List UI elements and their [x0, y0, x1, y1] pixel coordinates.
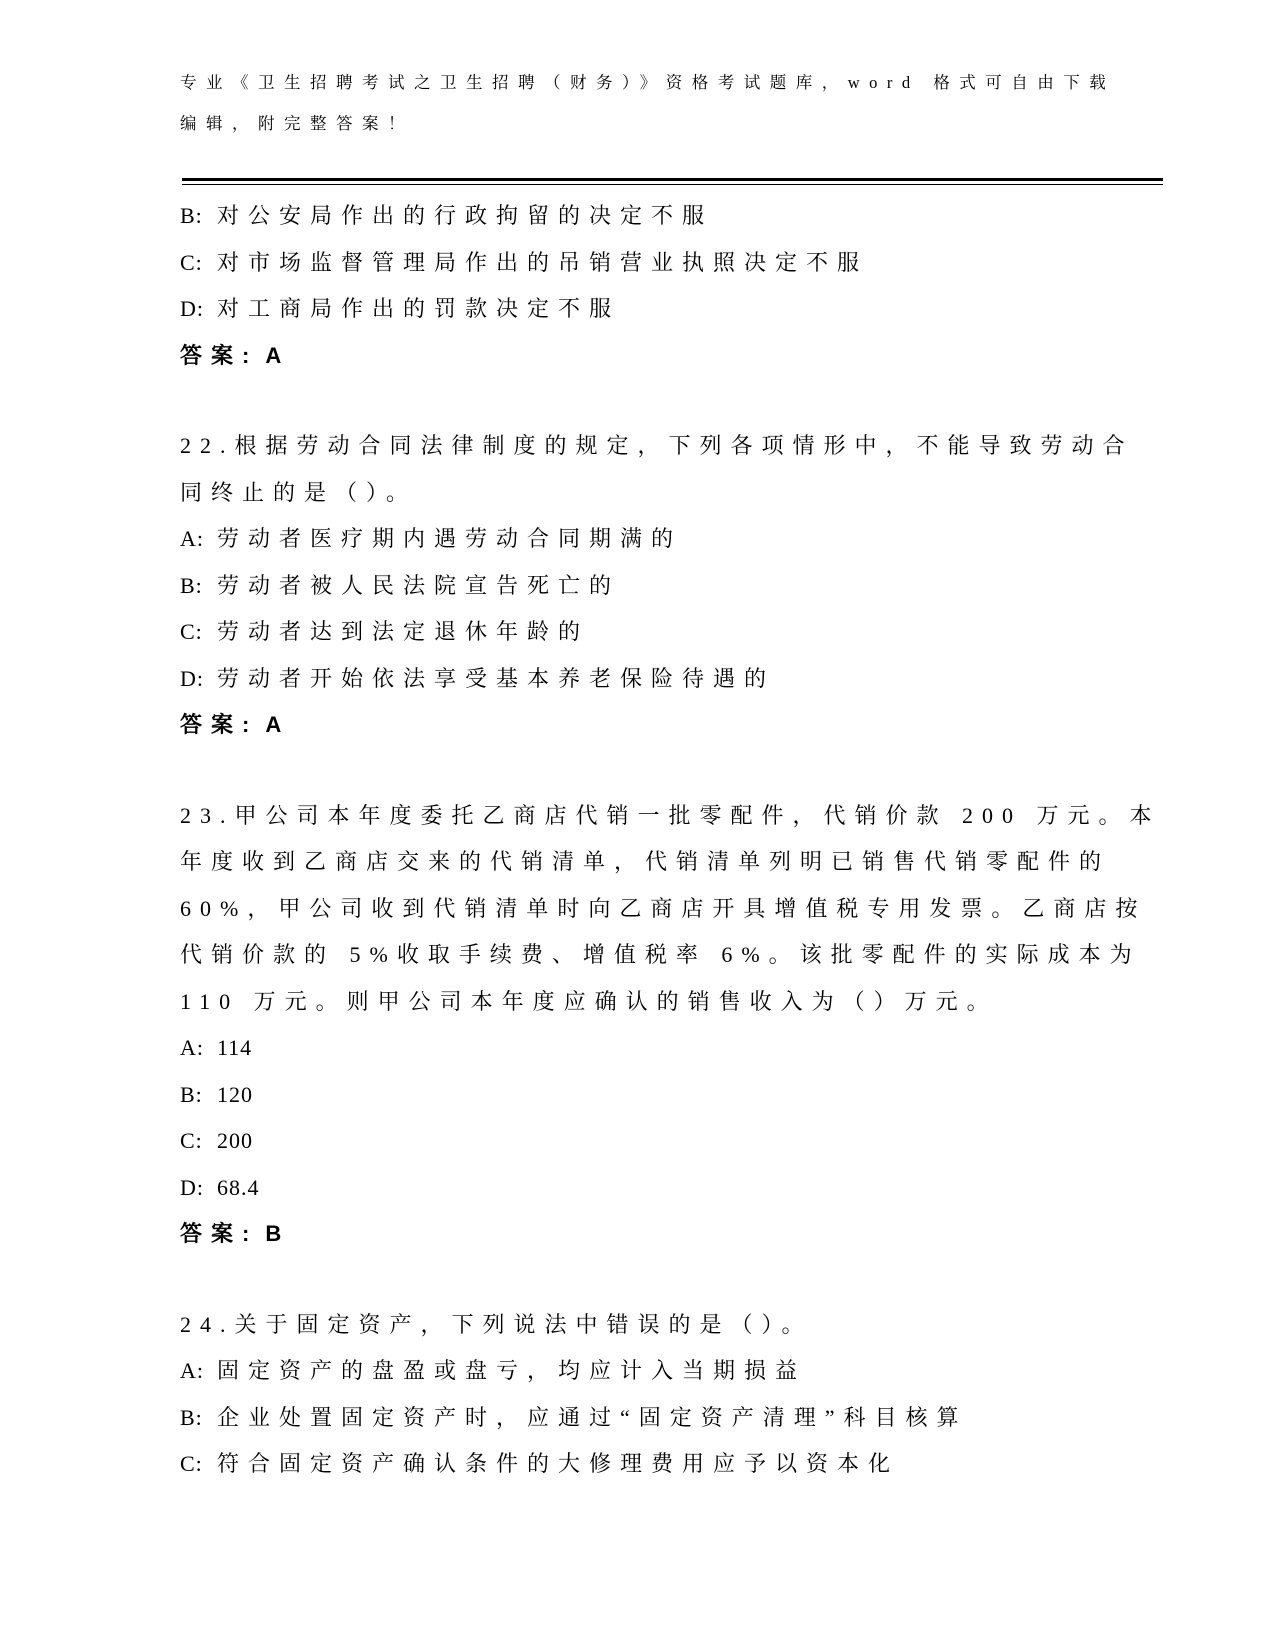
option-label: B: — [180, 203, 203, 228]
option-text: 对公安局作出的行政拘留的决定不服 — [217, 203, 714, 228]
option-label: B: — [180, 1081, 203, 1107]
answer-row — [180, 333, 1161, 380]
answer-row — [180, 1211, 1161, 1258]
option-row — [180, 1441, 1161, 1488]
document-body — [180, 193, 1161, 1488]
option-row — [180, 1118, 1161, 1165]
option-label: C: — [180, 619, 203, 644]
option-label: A: — [180, 1358, 204, 1383]
question-text-line: 代销价款的 5%收取手续费、增值税率 6%。该批零配件的实际成本为 — [180, 942, 1141, 967]
option-row — [180, 286, 1161, 333]
option-label: D: — [180, 296, 204, 321]
page-header — [180, 62, 1115, 144]
option-label: D: — [180, 1174, 204, 1200]
option-row — [180, 1348, 1161, 1395]
option-row — [180, 1072, 1161, 1119]
option-text: 劳动者医疗期内遇劳动合同期满的 — [217, 526, 683, 551]
header-line-2: 编辑，附完整答案！ — [180, 114, 414, 133]
option-text: 劳动者达到法定退休年龄的 — [217, 619, 590, 644]
option-label: C: — [180, 1451, 203, 1476]
answer-value: B — [265, 1221, 283, 1246]
option-text: 劳动者被人民法院宣告死亡的 — [217, 572, 621, 598]
answer-label: 答案: — [180, 1221, 259, 1246]
answer-label: 答案: — [180, 712, 259, 737]
question-continuation-block — [180, 193, 1161, 379]
option-row — [180, 656, 1161, 703]
option-text: 对市场监督管理局作出的吊销营业执照决定不服 — [217, 249, 869, 275]
option-label: D: — [180, 665, 204, 691]
option-text: 劳动者开始依法享受基本养老保险待遇的 — [217, 665, 776, 691]
option-text: 68.4 — [217, 1174, 260, 1200]
option-text: 企业处置固定资产时，应通过“固定资产清理”科目核算 — [217, 1404, 968, 1430]
answer-value: A — [265, 342, 283, 368]
option-row — [180, 516, 1161, 563]
answer-value: A — [265, 712, 283, 737]
option-text: 114 — [217, 1035, 253, 1060]
question-23-block — [180, 793, 1161, 1258]
option-label: A: — [180, 526, 204, 551]
option-row — [180, 240, 1161, 287]
question-text-line: 年度收到乙商店交来的代销清单，代销清单列明已销售代销零配件的 — [180, 849, 1111, 874]
option-text: 对工商局作出的罚款决定不服 — [217, 296, 621, 321]
option-row — [180, 1165, 1161, 1212]
option-label: B: — [180, 1404, 203, 1430]
option-label: C: — [180, 1128, 203, 1153]
header-divider-rule — [182, 178, 1163, 185]
question-text-line: 24.关于固定资产，下列说法中错误的是（）。 — [180, 1311, 813, 1337]
question-text-line: 22.根据劳动合同法律制度的规定，下列各项情形中，不能导致劳动合 — [180, 433, 1134, 458]
question-text-line: 同终止的是（）。 — [180, 479, 418, 505]
option-label: C: — [180, 249, 203, 275]
option-text: 符合固定资产确认条件的大修理费用应予以资本化 — [217, 1451, 900, 1476]
answer-label: 答案: — [180, 342, 259, 368]
answer-row — [180, 702, 1161, 749]
question-22-block — [180, 423, 1161, 749]
question-text-line: 110 万元。则甲公司本年度应确认的销售收入为（）万元。 — [180, 988, 998, 1014]
option-label: A: — [180, 1035, 204, 1060]
option-row — [180, 193, 1161, 240]
option-row — [180, 1395, 1161, 1442]
option-row — [180, 1025, 1161, 1072]
question-text-line: 60%，甲公司收到代销清单时向乙商店开具增值税专用发票。乙商店按 — [180, 895, 1147, 921]
option-row — [180, 609, 1161, 656]
option-label: B: — [180, 572, 203, 598]
option-row — [180, 563, 1161, 610]
option-text: 固定资产的盘盈或盘亏，均应计入当期损益 — [217, 1358, 807, 1383]
header-line-1: 专业《卫生招聘考试之卫生招聘（财务）》资格考试题库，word 格式可自由下载 — [180, 73, 1116, 92]
question-text-line: 23.甲公司本年度委托乙商店代销一批零配件，代销价款 200 万元。本 — [180, 802, 1161, 828]
option-text: 120 — [217, 1081, 253, 1107]
option-text: 200 — [217, 1128, 253, 1153]
question-24-block — [180, 1302, 1161, 1488]
